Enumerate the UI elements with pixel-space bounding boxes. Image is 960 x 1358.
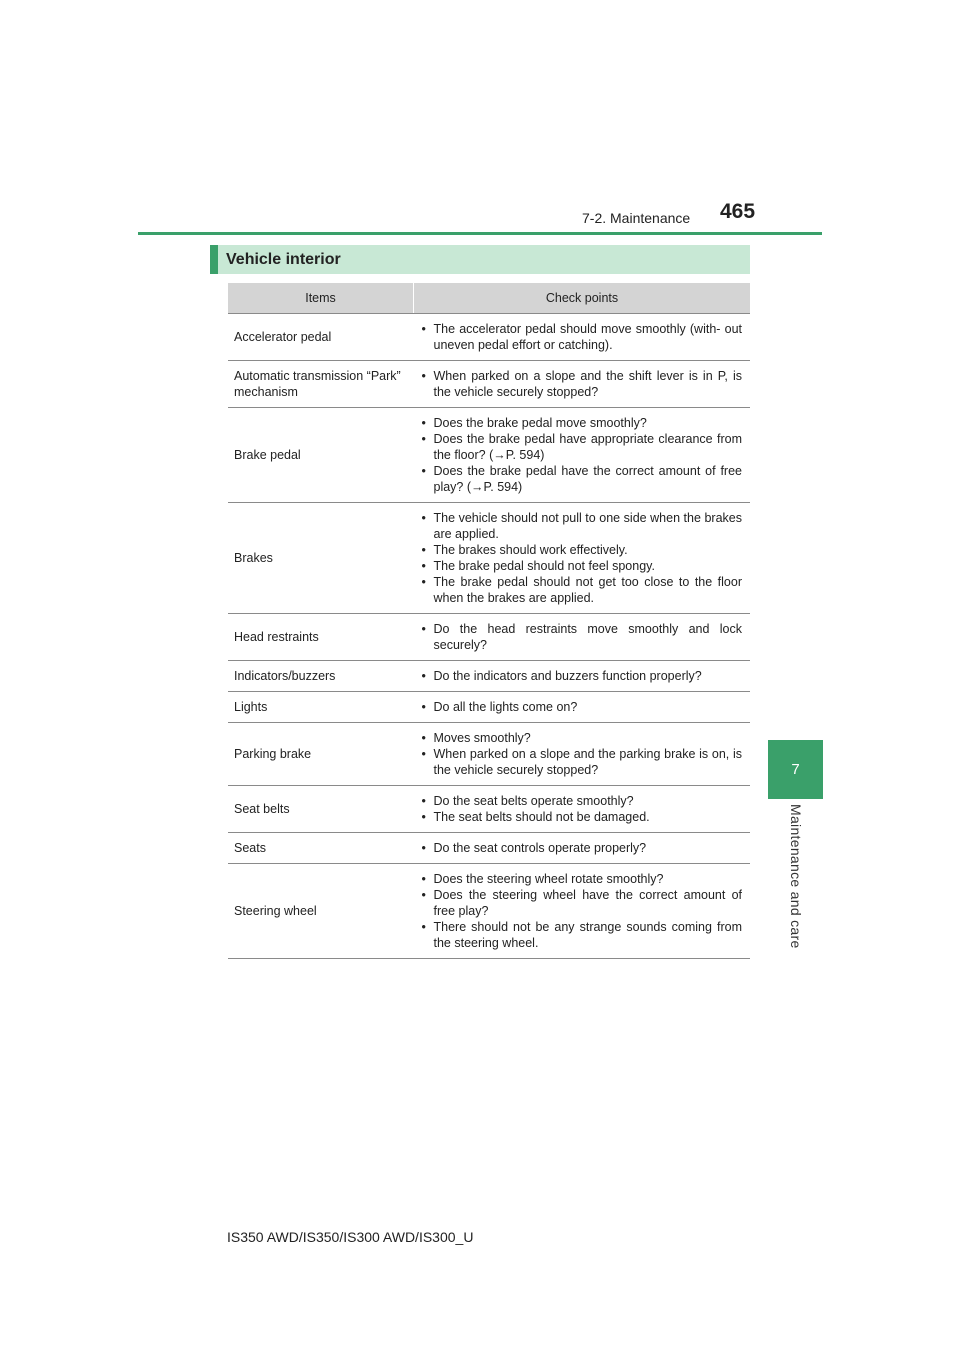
check-point: • Does the brake pedal move smoothly? — [420, 415, 743, 431]
row-check-points — [414, 864, 751, 959]
table-row — [228, 661, 750, 692]
check-point: • Do the head restraints move smoothly and lock securely? — [420, 621, 743, 653]
check-point-list — [420, 871, 743, 951]
table-row — [228, 723, 750, 786]
check-point-list — [420, 415, 743, 495]
check-table — [228, 283, 750, 959]
row-check-points — [414, 408, 751, 503]
row-item: Steering wheel — [228, 864, 414, 959]
table-row — [228, 503, 750, 614]
column-header-check-points: Check points — [414, 283, 751, 314]
check-point-list — [420, 730, 743, 778]
check-point-list — [420, 368, 743, 400]
check-point: • The vehicle should not pull to one side when the brakes are applied. — [420, 510, 743, 542]
check-point: • Do the seat controls operate properly? — [420, 840, 743, 856]
check-point-list — [420, 699, 743, 715]
row-item: Automatic transmission “Park” mechanism — [228, 361, 414, 408]
row-item: Brake pedal — [228, 408, 414, 503]
row-check-points — [414, 503, 751, 614]
check-point-list — [420, 793, 743, 825]
check-point: • Does the brake pedal have appropriate clearance from the floor? (→P. 594) — [420, 431, 743, 463]
check-point: • There should not be any strange sounds coming from the steering wheel. — [420, 919, 743, 951]
row-check-points — [414, 314, 751, 361]
table-row — [228, 408, 750, 503]
row-item: Lights — [228, 692, 414, 723]
row-check-points — [414, 614, 751, 661]
table-header-row — [228, 283, 750, 314]
row-item: Brakes — [228, 503, 414, 614]
column-header-items: Items — [228, 283, 414, 314]
check-point-list — [420, 621, 743, 653]
table-row — [228, 833, 750, 864]
table-row — [228, 786, 750, 833]
row-item: Seats — [228, 833, 414, 864]
check-point-list — [420, 510, 743, 606]
header-rule — [138, 232, 822, 235]
page-number: 465 — [720, 200, 756, 223]
check-point: • The brake pedal should not feel spongy. — [420, 558, 743, 574]
check-point: • Moves smoothly? — [420, 730, 743, 746]
table-row — [228, 614, 750, 661]
row-item: Indicators/buzzers — [228, 661, 414, 692]
row-item: Seat belts — [228, 786, 414, 833]
check-point: • Do all the lights come on? — [420, 699, 743, 715]
check-point-list — [420, 321, 743, 353]
check-point: • Do the seat belts operate smoothly? — [420, 793, 743, 809]
row-item: Parking brake — [228, 723, 414, 786]
check-point: • The brake pedal should not get too close to the floor when the brakes are applied. — [420, 574, 743, 606]
check-point-list — [420, 668, 743, 684]
row-check-points — [414, 833, 751, 864]
row-item: Accelerator pedal — [228, 314, 414, 361]
check-point: • Does the brake pedal have the correct amount of free play? (→P. 594) — [420, 463, 743, 495]
check-point: • When parked on a slope and the parking brake is on, is the vehicle securely stopped? — [420, 746, 743, 778]
check-point: • When parked on a slope and the shift lever is in P, is the vehicle securely stopped? — [420, 368, 743, 400]
section-heading: Vehicle interior — [210, 245, 750, 274]
check-point: • Do the indicators and buzzers function properly? — [420, 668, 743, 684]
table-row — [228, 314, 750, 361]
table-row — [228, 864, 750, 959]
row-check-points — [414, 723, 751, 786]
check-point: • The brakes should work effectively. — [420, 542, 743, 558]
table-row — [228, 692, 750, 723]
row-check-points — [414, 361, 751, 408]
running-header-section: 7-2. Maintenance — [582, 210, 691, 226]
row-check-points — [414, 661, 751, 692]
chapter-tab-label: Maintenance and care — [788, 804, 804, 949]
row-item: Head restraints — [228, 614, 414, 661]
row-check-points — [414, 786, 751, 833]
chapter-tab[interactable]: 7 — [768, 740, 823, 799]
check-point: • The seat belts should not be damaged. — [420, 809, 743, 825]
check-point-list — [420, 840, 743, 856]
check-point: • Does the steering wheel have the correct amount of free play? — [420, 887, 743, 919]
check-point: • The accelerator pedal should move smoothly (with- out uneven pedal effort or catching). — [420, 321, 743, 353]
row-check-points — [414, 692, 751, 723]
model-footer: IS350 AWD/IS350/IS300 AWD/IS300_U — [227, 1229, 474, 1245]
table-row — [228, 361, 750, 408]
check-point: • Does the steering wheel rotate smoothly? — [420, 871, 743, 887]
